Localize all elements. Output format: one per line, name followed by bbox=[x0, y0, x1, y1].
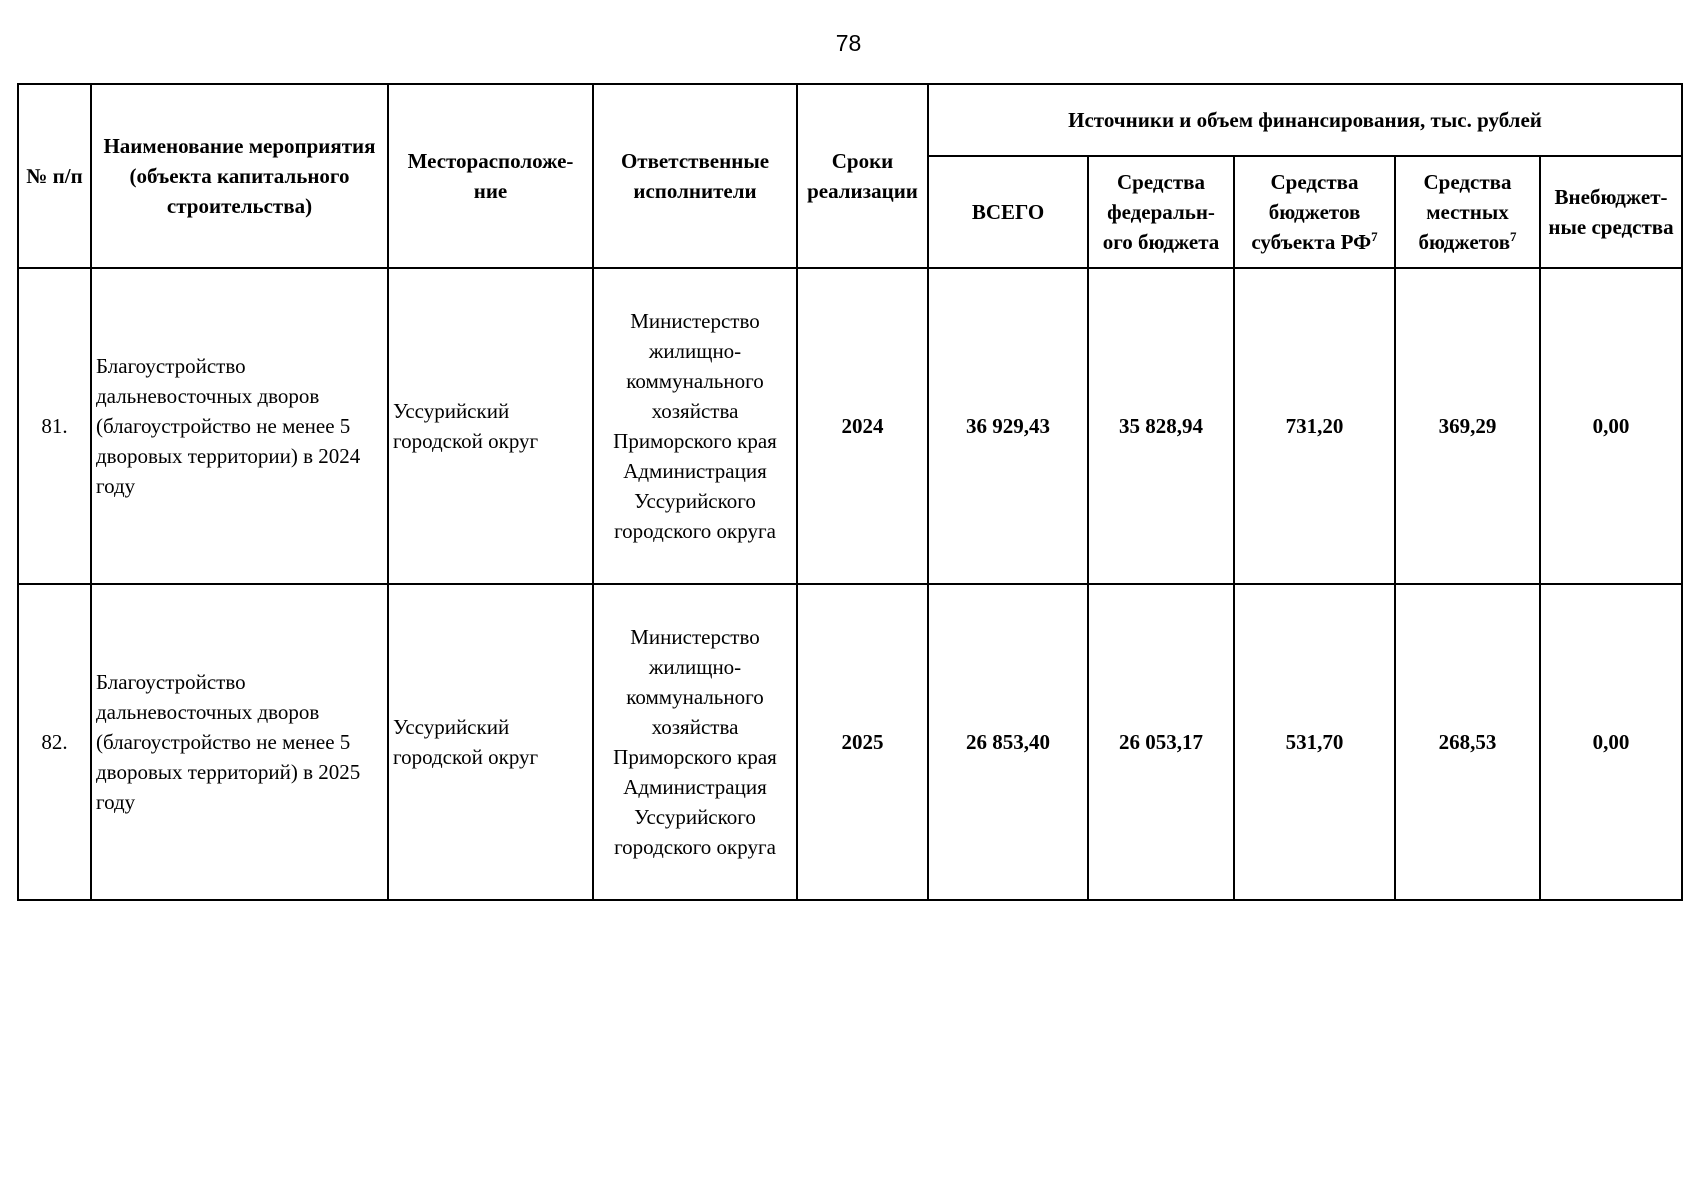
cell-period: 2024 bbox=[797, 268, 928, 584]
cell-regional: 531,70 bbox=[1234, 584, 1395, 900]
cell-location: Уссурийский городской округ bbox=[388, 268, 593, 584]
cell-local: 369,29 bbox=[1395, 268, 1540, 584]
header-total: ВСЕГО bbox=[928, 156, 1088, 268]
cell-name: Благоустройство дальневосточных дворов (благоустройство не менее 5 дворовых территории) в 2024 году bbox=[91, 268, 388, 584]
header-funding-title: Источники и объем финансирования, тыс. рублей bbox=[928, 84, 1682, 156]
header-executors: Ответственные исполнители bbox=[593, 84, 797, 268]
cell-executors: Министерство жилищно-коммунального хозяйства Приморского края Администрация Уссурийского городского округа bbox=[593, 584, 797, 900]
cell-extra: 0,00 bbox=[1540, 584, 1682, 900]
cell-total: 26 853,40 bbox=[928, 584, 1088, 900]
cell-executors: Министерство жилищно-коммунального хозяйства Приморского края Администрация Уссурийского городского округа bbox=[593, 268, 797, 584]
table-row bbox=[18, 584, 1682, 900]
header-local bbox=[1395, 156, 1540, 268]
header-regional bbox=[1234, 156, 1395, 268]
funding-table bbox=[17, 83, 1683, 901]
cell-federal: 26 053,17 bbox=[1088, 584, 1234, 900]
header-local-label: Средства местных бюджетов bbox=[1418, 170, 1512, 254]
cell-period: 2025 bbox=[797, 584, 928, 900]
cell-location: Уссурийский городской округ bbox=[388, 584, 593, 900]
page-number: 78 bbox=[835, 30, 862, 56]
cell-num: 81. bbox=[18, 268, 91, 584]
cell-federal: 35 828,94 bbox=[1088, 268, 1234, 584]
cell-regional: 731,20 bbox=[1234, 268, 1395, 584]
cell-name: Благоустройство дальневосточных дворов (благоустройство не менее 5 дворовых территорий) в 2025 году bbox=[91, 584, 388, 900]
table-row bbox=[18, 268, 1682, 584]
header-period: Сроки реализации bbox=[797, 84, 928, 268]
header-local-footnote: 7 bbox=[1510, 229, 1517, 244]
header-extra: Внебюджет-ные средства bbox=[1540, 156, 1682, 268]
cell-extra: 0,00 bbox=[1540, 268, 1682, 584]
header-regional-label: Средства бюджетов субъекта РФ bbox=[1251, 170, 1372, 254]
header-location: Месторасположе-ние bbox=[388, 84, 593, 268]
cell-local: 268,53 bbox=[1395, 584, 1540, 900]
cell-total: 36 929,43 bbox=[928, 268, 1088, 584]
cell-num: 82. bbox=[18, 584, 91, 900]
header-federal: Средства федеральн-ого бюджета bbox=[1088, 156, 1234, 268]
header-name: Наименование мероприятия (объекта капитального строительства) bbox=[91, 84, 388, 268]
header-regional-footnote: 7 bbox=[1371, 229, 1378, 244]
header-num: № п/п bbox=[18, 84, 91, 268]
